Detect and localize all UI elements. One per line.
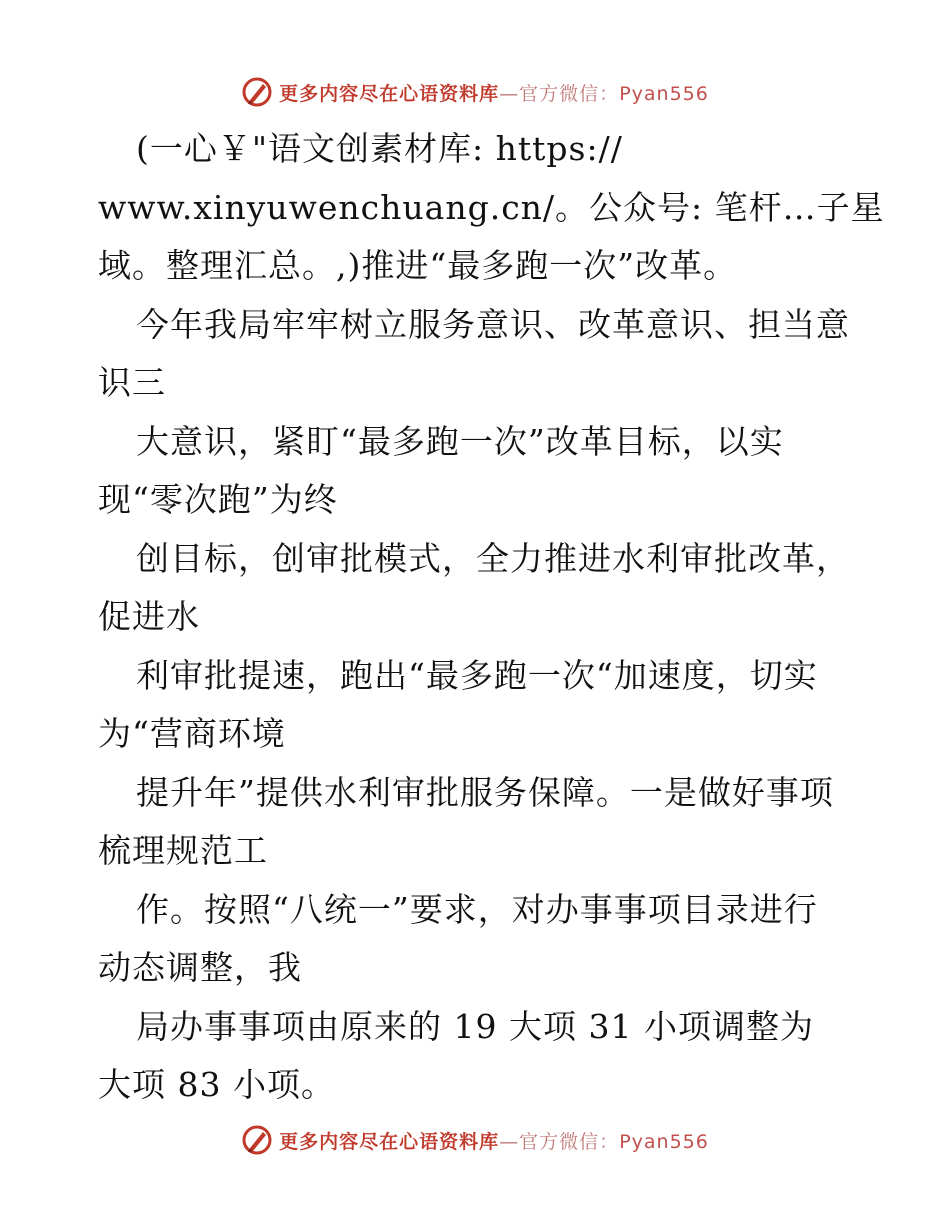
- document-body: [98, 120, 885, 1115]
- text-line: 今年我局牢牢树立服务意识、改革意识、担当意: [136, 304, 850, 344]
- header-banner: [0, 72, 950, 112]
- banner-wechat-id: Pyan556: [619, 82, 709, 105]
- text-line: 大项 83 小项。: [98, 1065, 335, 1104]
- text-line: 创目标，创审批模式，全力推进水利审批改革，: [136, 538, 850, 578]
- banner-lead: 更多内容尽在心语资料库: [279, 82, 500, 105]
- text-line: www.xinyuwenchuang.cn/。公众号: 笔杆…子星: [98, 187, 885, 227]
- text-line: 现“零次跑”为终: [98, 480, 338, 519]
- text-line: 识三: [98, 363, 166, 402]
- text-line: 梳理规范工: [98, 831, 268, 870]
- text-line: 为“营商环境: [98, 714, 286, 753]
- banner-wechat-label: 官方微信：: [519, 1130, 620, 1153]
- banner-wechat-id: Pyan556: [619, 1130, 709, 1153]
- text-line: (一心￥"语文创素材库: https://: [136, 129, 623, 168]
- pen-logo-icon: [241, 1124, 273, 1156]
- banner-wechat-label: 官方微信：: [519, 82, 620, 105]
- banner-dash: —: [499, 82, 520, 105]
- banner-text: [279, 1127, 709, 1154]
- text-line: 动态调整，我: [98, 948, 302, 987]
- text-line: 利审批提速，跑出“最多跑一次“加速度，切实: [136, 655, 818, 695]
- banner-text: [279, 79, 709, 106]
- text-line: 促进水: [98, 597, 200, 636]
- text-line: 局办事事项由原来的 19 大项 31 小项调整为: [136, 1006, 814, 1046]
- text-line: 提升年”提供水利审批服务保障。一是做好事项: [136, 772, 834, 812]
- footer-banner: [0, 1120, 950, 1160]
- text-line: 域。整理汇总。,)推进“最多跑一次”改革。: [98, 246, 738, 285]
- banner-dash: —: [499, 1130, 520, 1153]
- text-line: 大意识，紧盯“最多跑一次”改革目标，以实: [136, 421, 784, 461]
- pen-logo-icon: [241, 76, 273, 108]
- text-line: 作。按照“八统一”要求，对办事事项目录进行: [136, 889, 818, 929]
- banner-lead: 更多内容尽在心语资料库: [279, 1130, 500, 1153]
